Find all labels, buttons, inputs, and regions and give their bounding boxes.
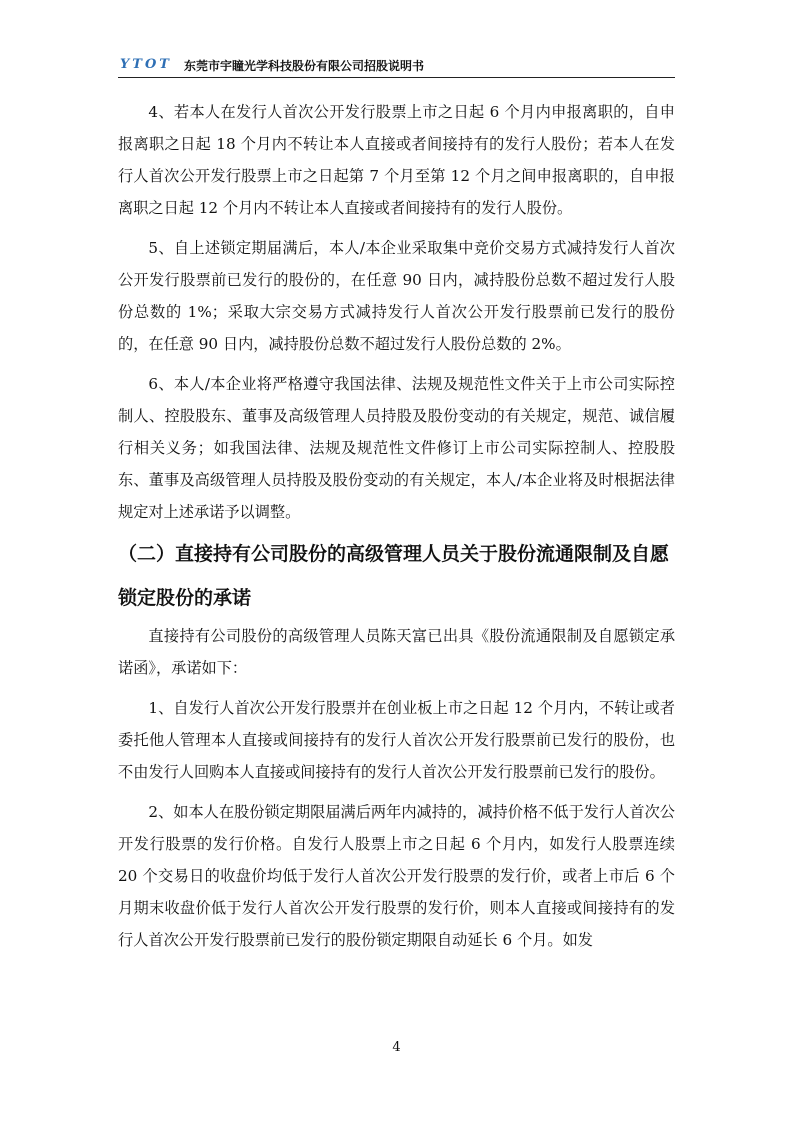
page-number: 4 [392,1040,401,1055]
page-header [118,54,675,76]
company-logo: YTOT [120,57,172,72]
paragraph-intro: 直接持有公司股份的高级管理人员陈天富已出具《股份流通限制及自愿锁定承诺函》，承诺如下： [118,627,675,677]
paragraph-2: 2、如本人在股份锁定期限届满后两年内减持的，减持价格不低于发行人首次公开发行股票的发行价格。自发行人股票上市之日起 6 个月内，如发行人股票连续 20 个交易日的收盘价均低于发行人首次公开发行股票的发行价，或者上市后 6 个月期末收盘价低于发行人首次公开发行股票的发行价，则本人直接或间接持有的发行人首次公开发行股票前已发行的股份锁定期限自动延长 6 个月。如发 [118,803,675,949]
header-title: 东莞市宇瞳光学科技股份有限公司招股说明书 [184,59,425,73]
paragraph-6: 6、本人/本企业将严格遵守我国法律、法规及规范性文件关于上市公司实际控制人、控股股东、董事及高级管理人员持股及股份变动的有关规定，规范、诚信履行相关义务；如我国法律、法规及规范性文件修订上市公司实际控制人、控股股东、董事及高级管理人员持股及股份变动的有关规定，本人/本企业将及时根据法律规定对上述承诺予以调整。 [118,375,675,521]
paragraph-5: 5、自上述锁定期届满后，本人/本企业采取集中竞价交易方式减持发行人首次公开发行股票前已发行的股份的，在任意 90 日内，减持股份总数不超过发行人股份总数的 1%；采取大宗交易方式减持发行人首次公开发行股票前已发行的股份的，在任意 90 日内，减持股份总数不超过发行人股份总数的 2%。 [118,239,675,353]
paragraph-1: 1、自发行人首次公开发行股票并在创业板上市之日起 12 个月内，不转让或者委托他人管理本人直接或间接持有的发行人首次公开发行股票前已发行的股份，也不由发行人回购本人直接或间接持有的发行人首次公开发行股票前已发行的股份。 [118,699,675,781]
body-content [118,96,675,964]
section-heading: （二）直接持有公司股份的高级管理人员关于股份流通限制及自愿锁定股份的承诺 [118,543,670,609]
paragraph-4: 4、若本人在发行人首次公开发行股票上市之日起 6 个月内申报离职的，自申报离职之日起 18 个月内不转让本人直接或者间接持有的发行人股份；若本人在发行人首次公开发行股票上市之日起第 7 个月至第 12 个月之间申报离职的，自申报离职之日起 12 个月内不转让本人直接或者间接持有的发行人股份。 [118,103,675,217]
header-rule [118,77,675,78]
